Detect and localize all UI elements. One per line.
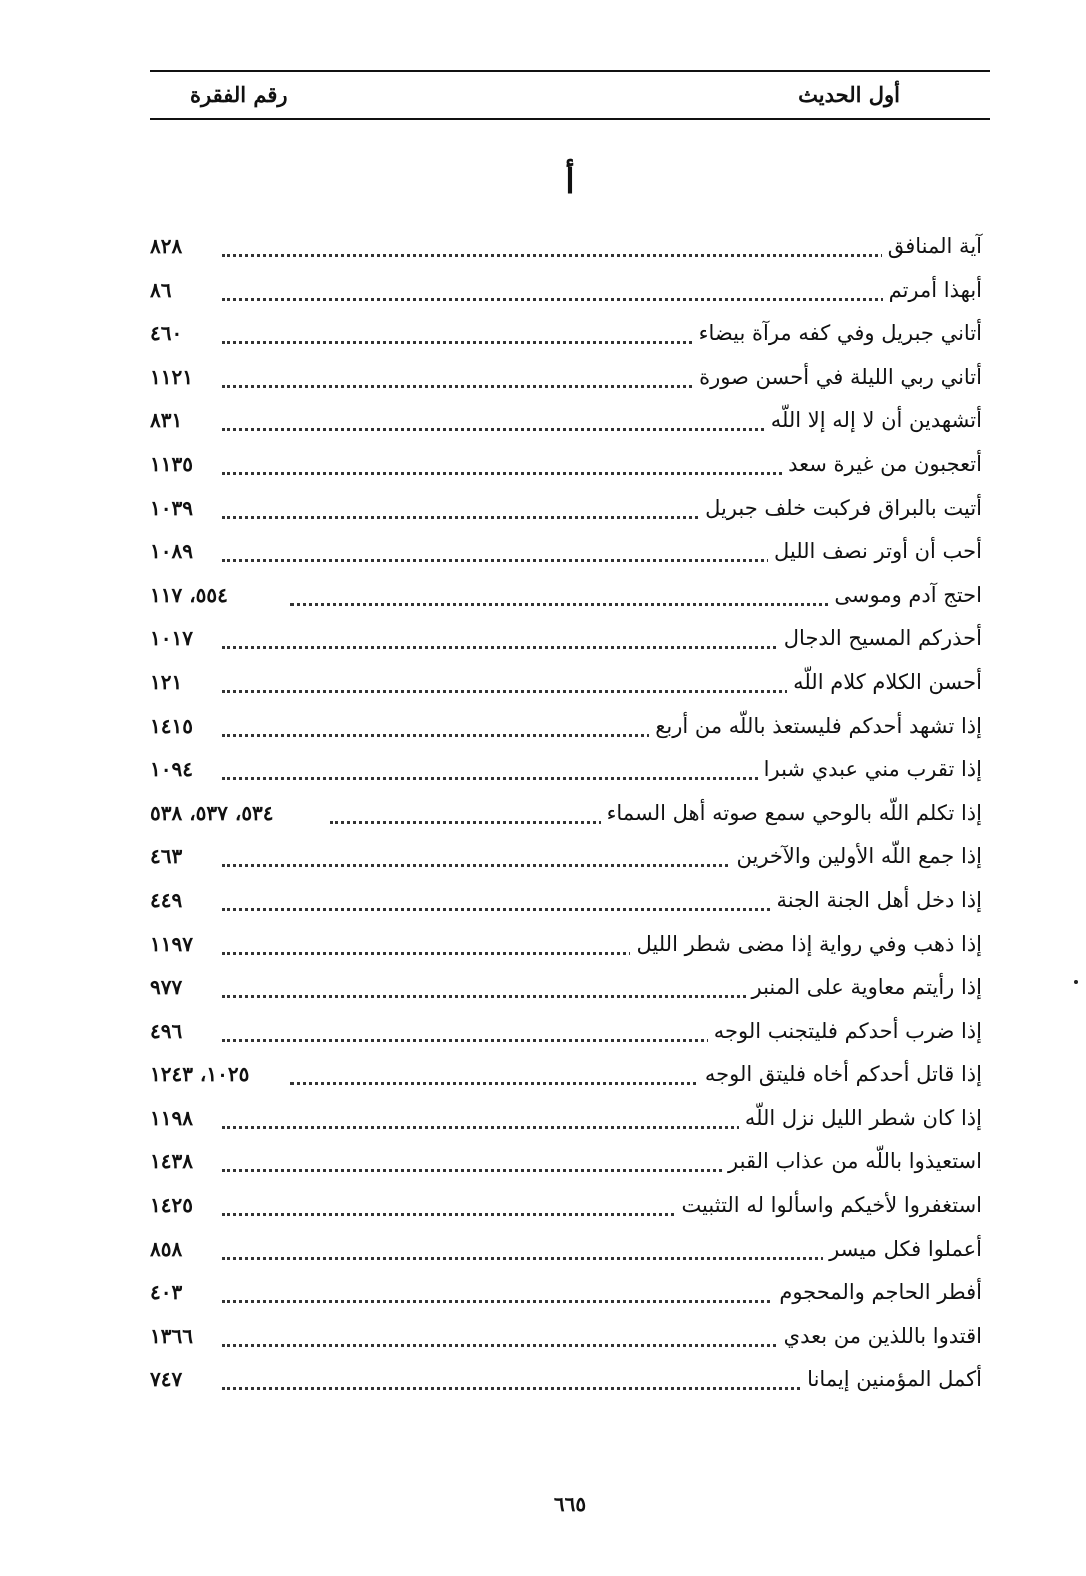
index-entry [150, 1320, 990, 1364]
index-entry [150, 317, 990, 361]
index-entry [150, 928, 990, 972]
index-entry [150, 666, 990, 710]
index-entry [150, 361, 990, 405]
header-hadith-start: أول الحديث [798, 82, 900, 107]
entry-text: أحذركم المسيح الدجال [778, 626, 982, 650]
table-header [150, 76, 990, 116]
entry-text: أبهذا أمرتم [883, 278, 982, 302]
entry-paragraph-number: ١١٣٥ [150, 452, 216, 476]
index-entry [150, 884, 990, 928]
entry-text: إذا تشهد أحدكم فليستعذ باللّه من أربع [649, 714, 982, 738]
entry-paragraph-number: ٨٣١ [150, 408, 216, 432]
index-entry [150, 404, 990, 448]
entry-paragraph-number: ١٠٣٩ [150, 496, 216, 520]
entry-paragraph-number: ٧٤٧ [150, 1367, 216, 1391]
index-entry [150, 753, 990, 797]
index-entry [150, 1233, 990, 1277]
entry-text: استغفروا لأخيكم واسألوا له التثبيت [675, 1193, 982, 1217]
entry-text: أحب أن أوتر نصف الليل [768, 539, 982, 563]
entry-text: احتج آدم وموسى [828, 583, 982, 607]
entry-text: إذا ذهب وفي رواية إذا مضى شطر الليل [630, 932, 982, 956]
entry-paragraph-number: ٨٢٨ [150, 234, 216, 258]
index-entry [150, 710, 990, 754]
entry-paragraph-number: ٤٤٩ [150, 888, 216, 912]
entry-paragraph-number: ١٠٩٤ [150, 757, 216, 781]
entry-paragraph-number: ٥٥٤، ١١٧ [150, 583, 234, 607]
index-entry [150, 579, 990, 623]
page-number: ٦٦٥ [553, 1492, 587, 1516]
entry-paragraph-number: ١٢١ [150, 670, 216, 694]
entry-paragraph-number: ١٠٢٥، ١٢٤٣ [150, 1062, 255, 1086]
index-entry [150, 1145, 990, 1189]
index-entry [150, 1189, 990, 1233]
header-bottom-rule [150, 118, 990, 120]
entry-text: أكمل المؤمنين إيمانا [801, 1367, 982, 1391]
entry-paragraph-number: ١٠٨٩ [150, 539, 216, 563]
index-entry [150, 1363, 990, 1407]
entry-text: أفطر الحاجم والمحجوم [773, 1280, 982, 1304]
entry-paragraph-number: ١٤٢٥ [150, 1193, 216, 1217]
index-page [150, 70, 990, 1530]
entry-paragraph-number: ٤٦٠ [150, 321, 216, 345]
entry-paragraph-number: ١١٢١ [150, 365, 216, 389]
entry-text: إذا تكلم اللّه بالوحي سمع صوته أهل السماء [601, 801, 982, 825]
entry-text: آية المنافق [882, 234, 982, 258]
entry-text: أتشهدين أن لا إله إلا اللّه [765, 408, 982, 432]
entry-text: أتاني ربي الليلة في أحسن صورة [693, 365, 982, 389]
index-entry [150, 274, 990, 318]
index-entry [150, 971, 990, 1015]
entry-text: أتيت بالبراق فركبت خلف جبريل [699, 496, 982, 520]
entry-text: إذا قاتل أحدكم أخاه فليتق الوجه [699, 1062, 982, 1086]
entry-text: أحسن الكلام كلام اللّه [787, 670, 982, 694]
hadith-index-list [150, 230, 990, 1407]
index-entry [150, 230, 990, 274]
index-entry [150, 622, 990, 666]
header-paragraph-number: رقم الفقرة [190, 82, 288, 107]
index-entry [150, 840, 990, 884]
entry-text: أعملوا فكل ميسر [823, 1237, 982, 1261]
index-entry [150, 1102, 990, 1146]
entry-text: استعيذوا باللّه من عذاب القبر [722, 1149, 982, 1173]
entry-paragraph-number: ٥٣٤، ٥٣٧، ٥٣٨ [150, 801, 280, 825]
entry-paragraph-number: ٨٦ [150, 278, 216, 302]
entry-paragraph-number: ٤٩٦ [150, 1019, 216, 1043]
entry-paragraph-number: ٩٧٧ [150, 975, 216, 999]
entry-text: إذا رأيتم معاوية على المنبر [746, 975, 983, 999]
dot-leader [222, 254, 980, 257]
entry-paragraph-number: ١٠١٧ [150, 626, 216, 650]
entry-paragraph-number: ٤٦٣ [150, 844, 216, 868]
entry-paragraph-number: ٤٠٣ [150, 1280, 216, 1304]
header-top-rule [150, 70, 990, 72]
entry-paragraph-number: ١٤١٥ [150, 714, 216, 738]
index-entry [150, 1058, 990, 1102]
entry-paragraph-number: ١٤٣٨ [150, 1149, 216, 1173]
entry-text: إذا جمع اللّه الأولين والآخرين [731, 844, 983, 868]
index-entry [150, 535, 990, 579]
dot-leader [222, 298, 980, 301]
entry-text: إذا تقرب مني عبدي شبرا [758, 757, 982, 781]
index-entry [150, 797, 990, 841]
index-entry [150, 448, 990, 492]
entry-paragraph-number: ١١٩٧ [150, 932, 216, 956]
index-entry [150, 1276, 990, 1320]
entry-paragraph-number: ١١٩٨ [150, 1106, 216, 1130]
section-letter: أ [565, 162, 575, 202]
entry-text: اقتدوا باللذين من بعدي [778, 1324, 982, 1348]
entry-text: أتعجبون من غيرة سعد [782, 452, 982, 476]
entry-text: إذا كان شطر الليل نزل اللّه [739, 1106, 982, 1130]
entry-text: إذا ضرب أحدكم فليتجنب الوجه [708, 1019, 982, 1043]
entry-paragraph-number: ١٣٦٦ [150, 1324, 216, 1348]
index-entry [150, 492, 990, 536]
entry-text: إذا دخل أهل الجنة الجنة [770, 888, 982, 912]
entry-paragraph-number: ٨٥٨ [150, 1237, 216, 1261]
index-entry [150, 1015, 990, 1059]
entry-text: أتاني جبريل وفي كفه مرآة بيضاء [693, 321, 982, 345]
scan-speck [1074, 980, 1078, 984]
